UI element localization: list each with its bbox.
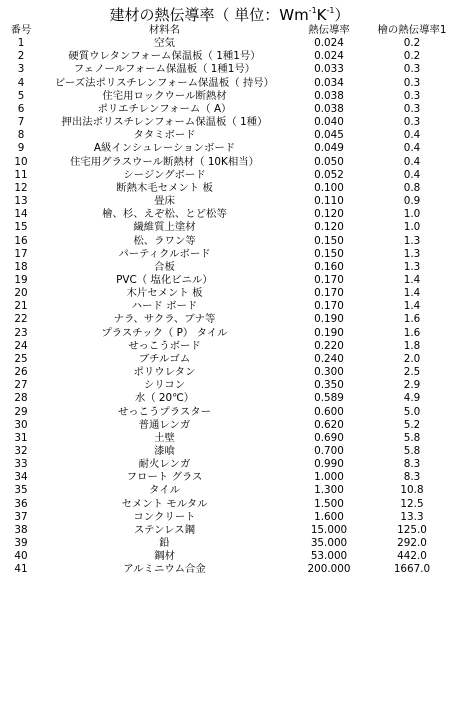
table-row	[3, 208, 456, 221]
row-number: 37	[14, 510, 28, 523]
conductivity-value: 0.190	[314, 313, 344, 326]
table-row	[3, 182, 456, 195]
table-body	[3, 37, 456, 576]
row-number: 26	[14, 366, 28, 379]
table-row	[3, 37, 456, 50]
table-row	[3, 300, 456, 313]
ratio-value: 2.5	[403, 366, 421, 379]
row-number: 17	[14, 247, 28, 260]
row-number: 32	[14, 445, 28, 457]
row-number: 18	[14, 260, 28, 273]
ratio-value: 13.3	[400, 510, 424, 523]
row-number: 29	[14, 405, 28, 418]
table-row	[3, 63, 456, 76]
conductivity-value: 0.050	[314, 155, 344, 168]
row-number: 34	[14, 471, 28, 484]
material-name: 土壁	[154, 431, 175, 444]
material-name: 漆喰	[154, 445, 175, 457]
conductivity-value: 0.170	[314, 287, 344, 300]
table-row	[3, 235, 456, 248]
conductivity-value: 0.150	[314, 247, 344, 260]
title-text: 建材の熱伝導率（ 単位：Wm	[109, 6, 309, 24]
ratio-value: 0.4	[403, 142, 421, 155]
material-name: ブチルゴム	[138, 352, 191, 365]
row-number: 10	[14, 155, 28, 168]
conductivity-table	[3, 24, 456, 577]
table-row	[3, 432, 456, 445]
table-row	[3, 50, 456, 63]
ratio-value: 0.3	[403, 89, 421, 102]
ratio-value: 12.5	[400, 497, 424, 510]
table-row	[3, 537, 456, 550]
row-number: 35	[14, 484, 28, 497]
conductivity-value: 35.000	[310, 537, 348, 550]
conductivity-value: 0.990	[314, 458, 344, 471]
table-row	[3, 221, 456, 234]
material-name: プラスチック（ P） タイル	[101, 326, 228, 339]
table-row	[3, 471, 456, 484]
title-exponent-2: -1	[326, 6, 335, 15]
material-name: ナラ、サクラ、ブナ等	[113, 313, 216, 326]
ratio-value: 1.4	[403, 300, 421, 313]
material-name: PVC（ 塩化ビニル）	[116, 273, 213, 286]
row-number: 8	[17, 129, 25, 142]
row-number: 13	[14, 195, 28, 208]
table-row	[3, 366, 456, 379]
ratio-value: 0.4	[403, 168, 421, 181]
material-name: 松、ラワン等	[133, 234, 196, 247]
ratio-value: 0.4	[403, 155, 421, 168]
table-row	[3, 419, 456, 432]
ratio-value: 10.8	[400, 484, 424, 497]
conductivity-value: 0.110	[314, 195, 344, 208]
material-name: 水（ 20℃）	[134, 392, 195, 405]
table-row	[3, 274, 456, 287]
conductivity-value: 0.300	[314, 366, 344, 379]
table-row	[3, 353, 456, 366]
conductivity-value: 0.700	[314, 445, 344, 457]
table-row	[3, 445, 456, 458]
material-name: コンクリート	[133, 510, 196, 523]
row-number: 21	[14, 300, 28, 313]
table-row	[3, 116, 456, 129]
row-number: 15	[14, 221, 28, 234]
header-material: 材料名	[148, 24, 181, 36]
table-row	[3, 90, 456, 103]
conductivity-value: 0.160	[314, 260, 344, 273]
table-row	[3, 563, 456, 576]
ratio-value: 1.6	[403, 326, 421, 339]
conductivity-value: 0.120	[314, 221, 344, 234]
conductivity-value: 0.350	[314, 379, 344, 392]
ratio-value: 1.4	[403, 273, 421, 286]
ratio-value: 5.2	[403, 418, 421, 431]
header-row	[3, 24, 456, 37]
row-number: 12	[14, 181, 28, 194]
row-number: 5	[17, 89, 25, 102]
table-row	[3, 103, 456, 116]
header-conductivity: 熱伝導率	[308, 24, 350, 36]
ratio-value: 5.0	[403, 405, 421, 418]
ratio-value: 0.3	[403, 63, 421, 76]
conductivity-value: 0.150	[314, 234, 344, 247]
ratio-value: 0.4	[403, 129, 421, 142]
material-name: せっこうプラスター	[118, 405, 211, 418]
table-row	[3, 287, 456, 300]
conductivity-value: 0.220	[314, 339, 344, 352]
conductivity-value: 1.000	[314, 471, 344, 484]
table-row	[3, 498, 456, 511]
material-name: ハード ボード	[131, 300, 198, 313]
material-name: ビーズ法ポリスチレンフォーム保温板（ 持号）	[54, 76, 275, 89]
conductivity-value: 0.024	[314, 37, 344, 50]
conductivity-value: 53.000	[310, 550, 348, 563]
row-number: 24	[14, 339, 28, 352]
table-row	[3, 195, 456, 208]
table-row	[3, 511, 456, 524]
ratio-value: 1.6	[403, 313, 421, 326]
table-row	[3, 524, 456, 537]
row-number: 27	[14, 379, 28, 392]
material-name: 合板	[154, 260, 175, 273]
row-number: 20	[14, 287, 28, 300]
table-row	[3, 484, 456, 497]
material-name: 鉛	[159, 537, 170, 550]
conductivity-value: 0.120	[314, 208, 344, 221]
ratio-value: 125.0	[397, 523, 427, 536]
ratio-value: 1.0	[403, 208, 421, 221]
ratio-value: 2.9	[403, 379, 421, 392]
title-unit-k: K	[316, 6, 327, 24]
ratio-value: 5.8	[403, 445, 421, 457]
material-name: ポリウレタン	[133, 366, 196, 379]
material-name: A級インシュレーションボード	[93, 142, 236, 155]
ratio-value: 1667.0	[393, 563, 431, 576]
conductivity-value: 0.170	[314, 273, 344, 286]
ratio-value: 442.0	[397, 550, 427, 563]
ratio-value: 2.0	[403, 352, 421, 365]
row-number: 23	[14, 326, 28, 339]
ratio-value: 0.2	[403, 50, 421, 63]
table-row	[3, 406, 456, 419]
material-name: アルミニウム合金	[123, 563, 206, 576]
row-number: 11	[14, 168, 28, 181]
conductivity-value: 1.600	[314, 510, 344, 523]
ratio-value: 0.3	[403, 102, 421, 115]
conductivity-value: 0.600	[314, 405, 344, 418]
row-number: 1	[17, 37, 25, 50]
material-name: ステンレス鋼	[133, 523, 196, 536]
conductivity-value: 0.100	[314, 181, 344, 194]
table-row	[3, 392, 456, 405]
row-number: 4	[17, 76, 25, 89]
ratio-value: 0.3	[403, 116, 421, 129]
row-number: 19	[14, 273, 28, 286]
material-name: フロート グラス	[126, 471, 203, 484]
row-number: 28	[14, 392, 28, 405]
conductivity-value: 200.000	[307, 563, 351, 576]
table-row	[3, 169, 456, 182]
material-name: せっこうボード	[128, 339, 201, 352]
ratio-value: 1.4	[403, 287, 421, 300]
ratio-value: 1.8	[403, 339, 421, 352]
table-row	[3, 156, 456, 169]
material-name: パーティクルボード	[118, 247, 211, 260]
row-number: 14	[14, 208, 28, 221]
table-row	[3, 379, 456, 392]
conductivity-value: 0.190	[314, 326, 344, 339]
ratio-value: 5.8	[403, 431, 421, 444]
ratio-value: 0.2	[403, 37, 421, 50]
row-number: 2	[17, 50, 25, 63]
material-name: シリコン	[143, 379, 186, 392]
material-name: セメント モルタル	[121, 497, 208, 510]
conductivity-value: 0.240	[314, 352, 344, 365]
row-number: 7	[17, 116, 25, 129]
row-number: 9	[17, 142, 25, 155]
row-number: 16	[14, 234, 28, 247]
conductivity-value: 0.170	[314, 300, 344, 313]
row-number: 39	[14, 537, 28, 550]
material-name: 空気	[154, 37, 175, 50]
ratio-value: 8.3	[403, 471, 421, 484]
conductivity-value: 0.024	[314, 50, 344, 63]
material-name: 普通レンガ	[138, 418, 191, 431]
conductivity-value: 0.589	[314, 392, 344, 405]
header-number: 番号	[10, 24, 32, 36]
material-name: 鋼材	[154, 550, 175, 563]
row-number: 22	[14, 313, 28, 326]
material-name: 押出法ポリスチレンフォーム保温板（ 1種）	[61, 116, 268, 129]
conductivity-value: 0.033	[314, 63, 344, 76]
table-row	[3, 313, 456, 326]
ratio-value: 1.3	[403, 260, 421, 273]
material-name: 住宅用グラスウール断熱材（ 10K相当）	[69, 155, 260, 168]
material-name: 檜、杉、えぞ松、とど松等	[102, 208, 227, 221]
conductivity-value: 0.038	[314, 102, 344, 115]
material-name: 畳床	[154, 195, 175, 208]
material-name: 住宅用ロックウール断熱材	[102, 89, 227, 102]
row-number: 25	[14, 352, 28, 365]
ratio-value: 0.8	[403, 181, 421, 194]
conductivity-value: 0.045	[314, 129, 344, 142]
material-name: フェノールフォーム保温板（ 1種1号）	[73, 63, 256, 76]
material-name: 繊維質上塗材	[133, 221, 196, 234]
ratio-value: 0.3	[403, 76, 421, 89]
table-row	[3, 142, 456, 155]
row-number: 40	[14, 550, 28, 563]
conductivity-value: 1.300	[314, 484, 344, 497]
conductivity-value: 0.620	[314, 418, 344, 431]
table-title	[0, 1, 459, 25]
material-name: 木片セメント 板	[126, 287, 203, 300]
conductivity-value: 0.038	[314, 89, 344, 102]
row-number: 41	[14, 563, 28, 576]
material-name: タタミボード	[133, 129, 196, 142]
conductivity-value: 0.049	[314, 142, 344, 155]
table-row	[3, 550, 456, 563]
conductivity-value: 0.052	[314, 168, 344, 181]
table-row	[3, 129, 456, 142]
ratio-value: 1.3	[403, 247, 421, 260]
conductivity-value: 1.500	[314, 497, 344, 510]
table-row	[3, 261, 456, 274]
row-number: 30	[14, 418, 28, 431]
ratio-value: 4.9	[403, 392, 421, 405]
conductivity-value: 0.034	[314, 76, 344, 89]
table-row	[3, 458, 456, 471]
material-name: シージングボード	[123, 168, 206, 181]
row-number: 6	[17, 102, 25, 115]
material-name: 耐火レンガ	[138, 458, 191, 471]
material-name: ポリエチレンフォーム（ A）	[97, 102, 232, 115]
title-close: ）	[334, 6, 350, 24]
material-name: 硬質ウレタンフォーム保温板（ 1種1号）	[68, 50, 261, 63]
ratio-value: 1.3	[403, 234, 421, 247]
row-number: 36	[14, 497, 28, 510]
ratio-value: 1.0	[403, 221, 421, 234]
conductivity-value: 0.690	[314, 431, 344, 444]
title-exponent-1: -1	[308, 6, 317, 15]
material-name: タイル	[149, 484, 180, 497]
row-number: 31	[14, 431, 28, 444]
row-number: 3	[17, 63, 25, 76]
row-number: 38	[14, 523, 28, 536]
ratio-value: 8.3	[403, 458, 421, 471]
ratio-value: 0.9	[403, 195, 421, 208]
table-row	[3, 340, 456, 353]
table-row	[3, 248, 456, 261]
row-number: 33	[14, 458, 28, 471]
conductivity-value: 0.040	[314, 116, 344, 129]
header-ratio: 檜の熱伝導率1	[377, 24, 447, 36]
conductivity-value: 15.000	[310, 523, 348, 536]
table-row	[3, 327, 456, 340]
table-row	[3, 77, 456, 90]
ratio-value: 292.0	[397, 537, 427, 550]
material-name: 断熱木毛セメント 板	[116, 181, 213, 194]
